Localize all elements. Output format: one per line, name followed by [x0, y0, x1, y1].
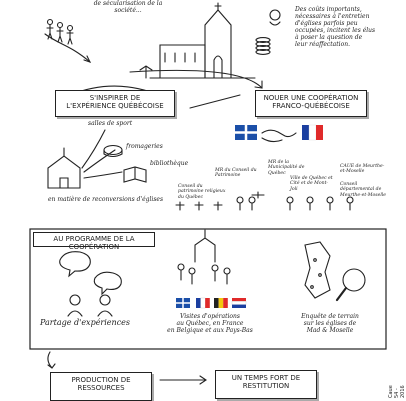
production-box — [50, 372, 152, 401]
speech-bubbles-icon — [60, 252, 122, 316]
stakeholder-label: MR du Conseil du Patrimoine — [215, 168, 257, 179]
stakeholder-label: Ville de Québec et Cité et de Mont-Joli — [290, 176, 333, 192]
label-sport: salles de sport — [88, 120, 133, 127]
stakeholder-label: Conseil départemental de Meurthe-et-Moselle — [340, 182, 386, 198]
survey-line: Enquête de terrain — [301, 313, 359, 320]
visits-line: en Belgique et aux Pays-Bas — [167, 327, 253, 334]
costs-line: Des coûts importants, — [295, 6, 362, 13]
survey-line: Mad & Moselle — [306, 327, 354, 334]
people-icon — [47, 20, 73, 45]
label-cheese: fromageries — [126, 143, 163, 150]
programme-title: AU PROGRAMME DE LA COOPÉRATION — [33, 232, 155, 247]
arrow-to-sport — [82, 130, 105, 168]
survey-line: sur les églises de — [303, 320, 357, 327]
costs-line: à poser la question de — [295, 34, 363, 41]
visits-line: au Québec, en France — [176, 320, 244, 327]
visit-scene-icon — [178, 230, 230, 284]
survey-caption — [280, 313, 380, 334]
stakeholder-label: Conseil du patrimoine religieux du Québec — [178, 184, 226, 200]
secularisation-text: de sécularisation de la société... — [93, 0, 163, 14]
costs-line: leur réaffectation. — [295, 41, 350, 48]
sharing-caption: Partage d'expériences — [40, 318, 131, 327]
decline-arrow-icon — [45, 34, 90, 62]
production-line: RESSOURCES — [77, 384, 125, 392]
inspire-title-line: L'EXPÉRIENCE QUÉBÉCOISE — [66, 102, 164, 110]
visits-line: Visites d'opérations — [180, 313, 240, 320]
visits-caption — [150, 313, 270, 334]
map-icon — [305, 242, 330, 298]
costs-line: nécessaires à l'entretien — [295, 13, 370, 20]
inspire-title-line: S'INSPIRER DE — [89, 94, 141, 102]
cooperation-title-line: NOUER UNE COOPÉRATION — [263, 94, 359, 102]
cooperation-title-box — [255, 90, 367, 117]
label-library: bibliothèque — [150, 160, 189, 167]
flags-visits — [176, 298, 246, 308]
thinking-person-icon — [270, 10, 280, 25]
book-icon — [124, 167, 146, 182]
inspire-caption: en matière de reconversions d'églises — [48, 196, 164, 203]
coins-icon — [256, 38, 270, 55]
magnifier-icon — [337, 269, 365, 300]
costs-line: occupées, incitent les élus — [295, 27, 376, 34]
costs-line: d'églises parfois peu — [295, 20, 358, 27]
credit-text: Caue 54 - 2016 — [388, 385, 406, 398]
stakeholder-label: CAUE de Meurthe-et-Moselle — [340, 164, 385, 175]
church-icon — [140, 3, 255, 78]
restitution-box — [215, 370, 317, 399]
stakeholder-label: MR de la Municipalité de Québec — [268, 160, 305, 176]
restitution-line: RESTITUTION — [242, 382, 290, 390]
production-line: PRODUCTION DE — [71, 376, 131, 384]
costs-text — [295, 6, 395, 48]
restitution-line: UN TEMPS FORT DE — [231, 374, 301, 382]
cooperation-title-line: FRANCO-QUÉBÉCOISE — [272, 102, 350, 110]
handshake-icon — [262, 130, 296, 141]
converted-church-icon — [48, 148, 80, 188]
inspire-title-box — [55, 90, 175, 117]
